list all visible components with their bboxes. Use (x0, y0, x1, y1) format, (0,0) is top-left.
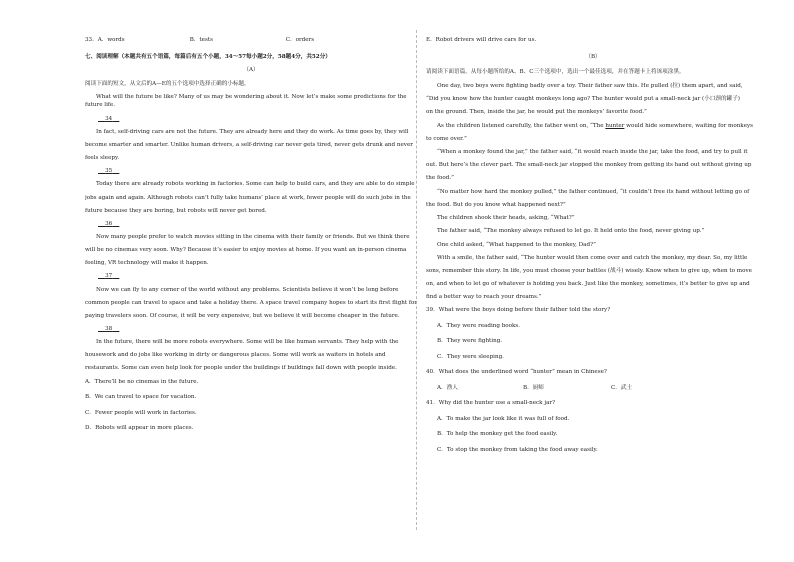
q41-option-b: B．To help the monkey get the food easily. (437, 431, 558, 438)
passage-b-label: （B） (585, 54, 601, 61)
paragraph-38 (85, 338, 417, 372)
column-divider (416, 30, 417, 530)
story-paragraph-5 (426, 214, 760, 222)
paragraph-35 (85, 180, 417, 214)
text-line: sons, remember this story. In life, you must choose your battles (战斗) wisely. Know when to give up, when to move (426, 267, 752, 274)
text-line: become smarter and smarter. Unlike human drivers, a self-driving car never gets tired, never gets drunk and never (85, 141, 413, 148)
text-line: Now many people prefer to watch movies sitting in the cinema with their family or friends. But we think there (96, 233, 410, 240)
q33-option-c: C．orders (285, 37, 315, 43)
option-c: C．Fewer people will work in factories. (85, 409, 197, 416)
q33-option-a: A．words (97, 37, 125, 43)
story-paragraph-7 (426, 241, 760, 249)
text-line: The father said, “The monkey always refused to let go. It held onto the food, never giving up.” (437, 228, 705, 235)
text-line: “When a monkey found the jar,” the father said, “it would reach inside the jar, take the food, and try to pull it (437, 149, 748, 156)
text-line: common people can travel to space and take a holiday there. A space travel company hopes to start its first flight for (85, 299, 417, 306)
text-line: In fact, self-driving cars are not the future. They are already here and they do work. As time goes by, they will (96, 128, 409, 135)
text-line: the food.” (426, 175, 454, 182)
text-line: find a better way to reach your dreams.” (426, 294, 542, 301)
text-line: “Did you know how the hunter caught monkeys long ago? The hunter would put a small-neck jar (小口颈的罐子) (426, 96, 740, 103)
text-line: housework and do jobs like working in dirty or dangerous places. Some will work as waiters in hotels and (85, 352, 386, 359)
text-line: future life. (85, 102, 116, 109)
option-e: E．Robot drivers will drive cars for us. (426, 37, 537, 43)
text-line: What will the future be like? Many of us may be wondering about it. Now let’s make some predictions for the (96, 94, 407, 101)
story-paragraph-1 (426, 82, 760, 116)
intro-paragraph (85, 93, 417, 109)
blank-37: 37 (105, 273, 113, 280)
text-line: feeling, VR technology will make it happen. (85, 260, 209, 267)
q40-options (426, 384, 760, 392)
text-line: out. But here’s the clever part. The small-neck jar stopped the monkey from getting its hand out without giving up (426, 162, 752, 169)
q40-option-b: B．厨师 (523, 384, 544, 391)
paragraph-34 (85, 128, 417, 162)
text-line: One child asked, “What happened to the monkey, Dad?” (437, 241, 596, 248)
q41-option-a: A．To make the jar look like it was full of food. (437, 415, 570, 422)
text-line: Today there are already robots working in factories. Some can help to build cars, and they are able to do simple (96, 181, 415, 188)
section-title: 七、阅读理解（本题共有五个语篇，每篇后有五个小题，34～57每小题2分，58题4分，共52分） (85, 54, 331, 61)
option-d: D．Robots will appear in more places. (85, 425, 194, 432)
story-paragraph-6 (426, 227, 760, 235)
question-41: 41．Why did the hunter use a small-neck jar? (426, 400, 556, 407)
text-line: future because they are boring, but robots will never get bored. (85, 207, 267, 214)
q39-option-a: A．They were reading books. (437, 322, 521, 329)
text-line: will be no cinemas very soon. Why? Because it’s easier to enjoy movies at home. If you want an in-person cinema (85, 247, 407, 254)
text-line: paying travelers soon. Of course, it will be very expensive, but we believe it will become cheaper in the future. (85, 312, 400, 319)
q39-option-c: C．They were sleeping. (437, 353, 504, 360)
text-line: As the children listened carefully, the father went on, “The hunter would hide somewhere, waiting for monkeys (437, 122, 754, 129)
blank-38: 38 (105, 326, 113, 332)
right-column (426, 36, 760, 461)
text-line: to come over.” (426, 135, 467, 142)
story-paragraph-8 (426, 254, 760, 301)
text-line: “No matter how hard the monkey pulled,” the father continued, “it couldn’t free its hand without letting go of (437, 188, 750, 195)
q39-option-b: B．They were fighting. (437, 338, 503, 345)
option-b: B．We can travel to space for vacation. (85, 394, 197, 401)
q33-number: 33． (85, 37, 98, 43)
text-line: One day, two boys were fighting badly over a toy. Their father saw this. He pulled (拉) them apart, and said, (437, 83, 743, 90)
option-a: A．There’ll be no cinemas in the future. (85, 378, 199, 385)
text-line: restaurants. Some can even help look for people under the buildings if buildings fall down with people inside. (85, 365, 397, 372)
text-line: Now we can fly to any corner of the world without any problems. Scientists believe it won’t be long before (96, 286, 399, 293)
q33-option-b: B．tests (189, 37, 213, 43)
q40-option-a: A．渔人 (437, 384, 458, 391)
hunter-underlined-word: hunter (605, 122, 625, 129)
text-line: With a smile, the father said, “The hunter would then come over and catch the monkey, my dear. So, my little (437, 254, 748, 261)
passage-a-label: （A） (243, 67, 259, 74)
text-line: on the ground. Then, inside the jar, he would put the monkeys’ favorite food.” (426, 109, 647, 116)
q40-option-c: C．武士 (611, 384, 633, 391)
passage-a-instruction: 阅读下面的短文，从文后的A—E的五个选项中选择正确的小标题。 (85, 81, 250, 88)
question-40: 40．What does the underlined word “hunter” mean in Chinese? (426, 369, 607, 376)
text-line: jobs again and again. Although robots can’t fully take humans’ place at work, fewer people will do such jobs in the (85, 194, 411, 201)
story-paragraph-2 (426, 122, 760, 143)
blank-34: 34 (105, 115, 113, 122)
question-33 (85, 36, 417, 44)
blank-35: 35 (105, 168, 113, 175)
text-line: In the future, there will be more robots everywhere. Some will be like human servants. They help with the (96, 339, 399, 346)
text-line: feels sleepy. (85, 155, 120, 162)
blank-36: 36 (105, 220, 113, 227)
text-line: the food. But do you know what happened next?” (426, 201, 566, 208)
passage-b-instruction: 请阅读下面语篇，从每小题所给的A、B、C三个选项中，选出一个最佳选项，并在答题卡上将该项涂黑。 (426, 69, 685, 76)
text-line: The children shook their heads, asking, “What?” (437, 214, 575, 221)
paragraph-36 (85, 233, 417, 267)
left-column (85, 36, 417, 440)
story-paragraph-3 (426, 148, 760, 182)
story-paragraph-4 (426, 188, 760, 209)
paragraph-37 (85, 286, 417, 320)
question-39: 39．What were the boys doing before their father told the story? (426, 307, 611, 314)
text-line: on, and when to let go of whatever is holding you back. Just like the monkey, sometimes, it’s better to give up and (426, 281, 750, 287)
q41-option-c: C．To stop the monkey from taking the food away easily. (437, 446, 598, 453)
